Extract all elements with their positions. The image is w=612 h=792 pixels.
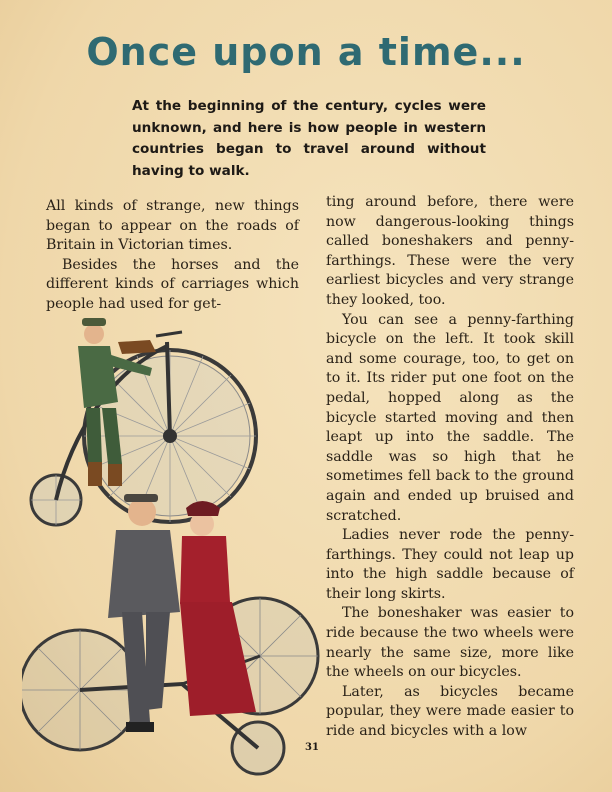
- left-column: [46, 197, 299, 315]
- body-paragraph: All kinds of strange, new things began to appear on the roads of Britain in Victorian times.: [46, 198, 299, 254]
- page-title: Once upon a time...: [86, 30, 526, 74]
- penny-farthing-illustration: [31, 318, 256, 525]
- body-paragraph: Ladies never rode the penny-farthings. They could not leap up into the high saddle because of their long skirts.: [326, 527, 574, 602]
- body-paragraph: The boneshaker was easier to ride because the two wheels were nearly the same size, more like the wheels on our bicycles.: [326, 605, 574, 681]
- intro-paragraph: At the beginning of the century, cycles were unknown, and here is how people in western countries began to travel around without having to walk.: [132, 98, 486, 179]
- body-paragraph: ting around before, there were now dangerous-looking things called boneshakers and penny-farthings. These were the very earliest bicycles and very strange they looked, too.: [326, 194, 574, 308]
- right-column: [326, 193, 574, 742]
- body-paragraph: Besides the horses and the different kinds of carriages which people had used for get-: [46, 256, 299, 312]
- body-paragraph: You can see a penny-farthing bicycle on the left. It took skill and some courage, too, to get on to it. Its rider put one foot on the pedal, hopped along as the bicycle started moving and then leapt up into the saddle. The saddle was so high that he sometimes fell back to the ground again and ended up bruised and scratched.: [326, 311, 574, 524]
- tricycle-illustration: [22, 494, 318, 774]
- page-number: 31: [305, 742, 319, 753]
- cyclists-illustration: [22, 312, 322, 790]
- body-paragraph: Later, as bicycles became popular, they were made easier to ride and bicycles with a low: [326, 683, 574, 740]
